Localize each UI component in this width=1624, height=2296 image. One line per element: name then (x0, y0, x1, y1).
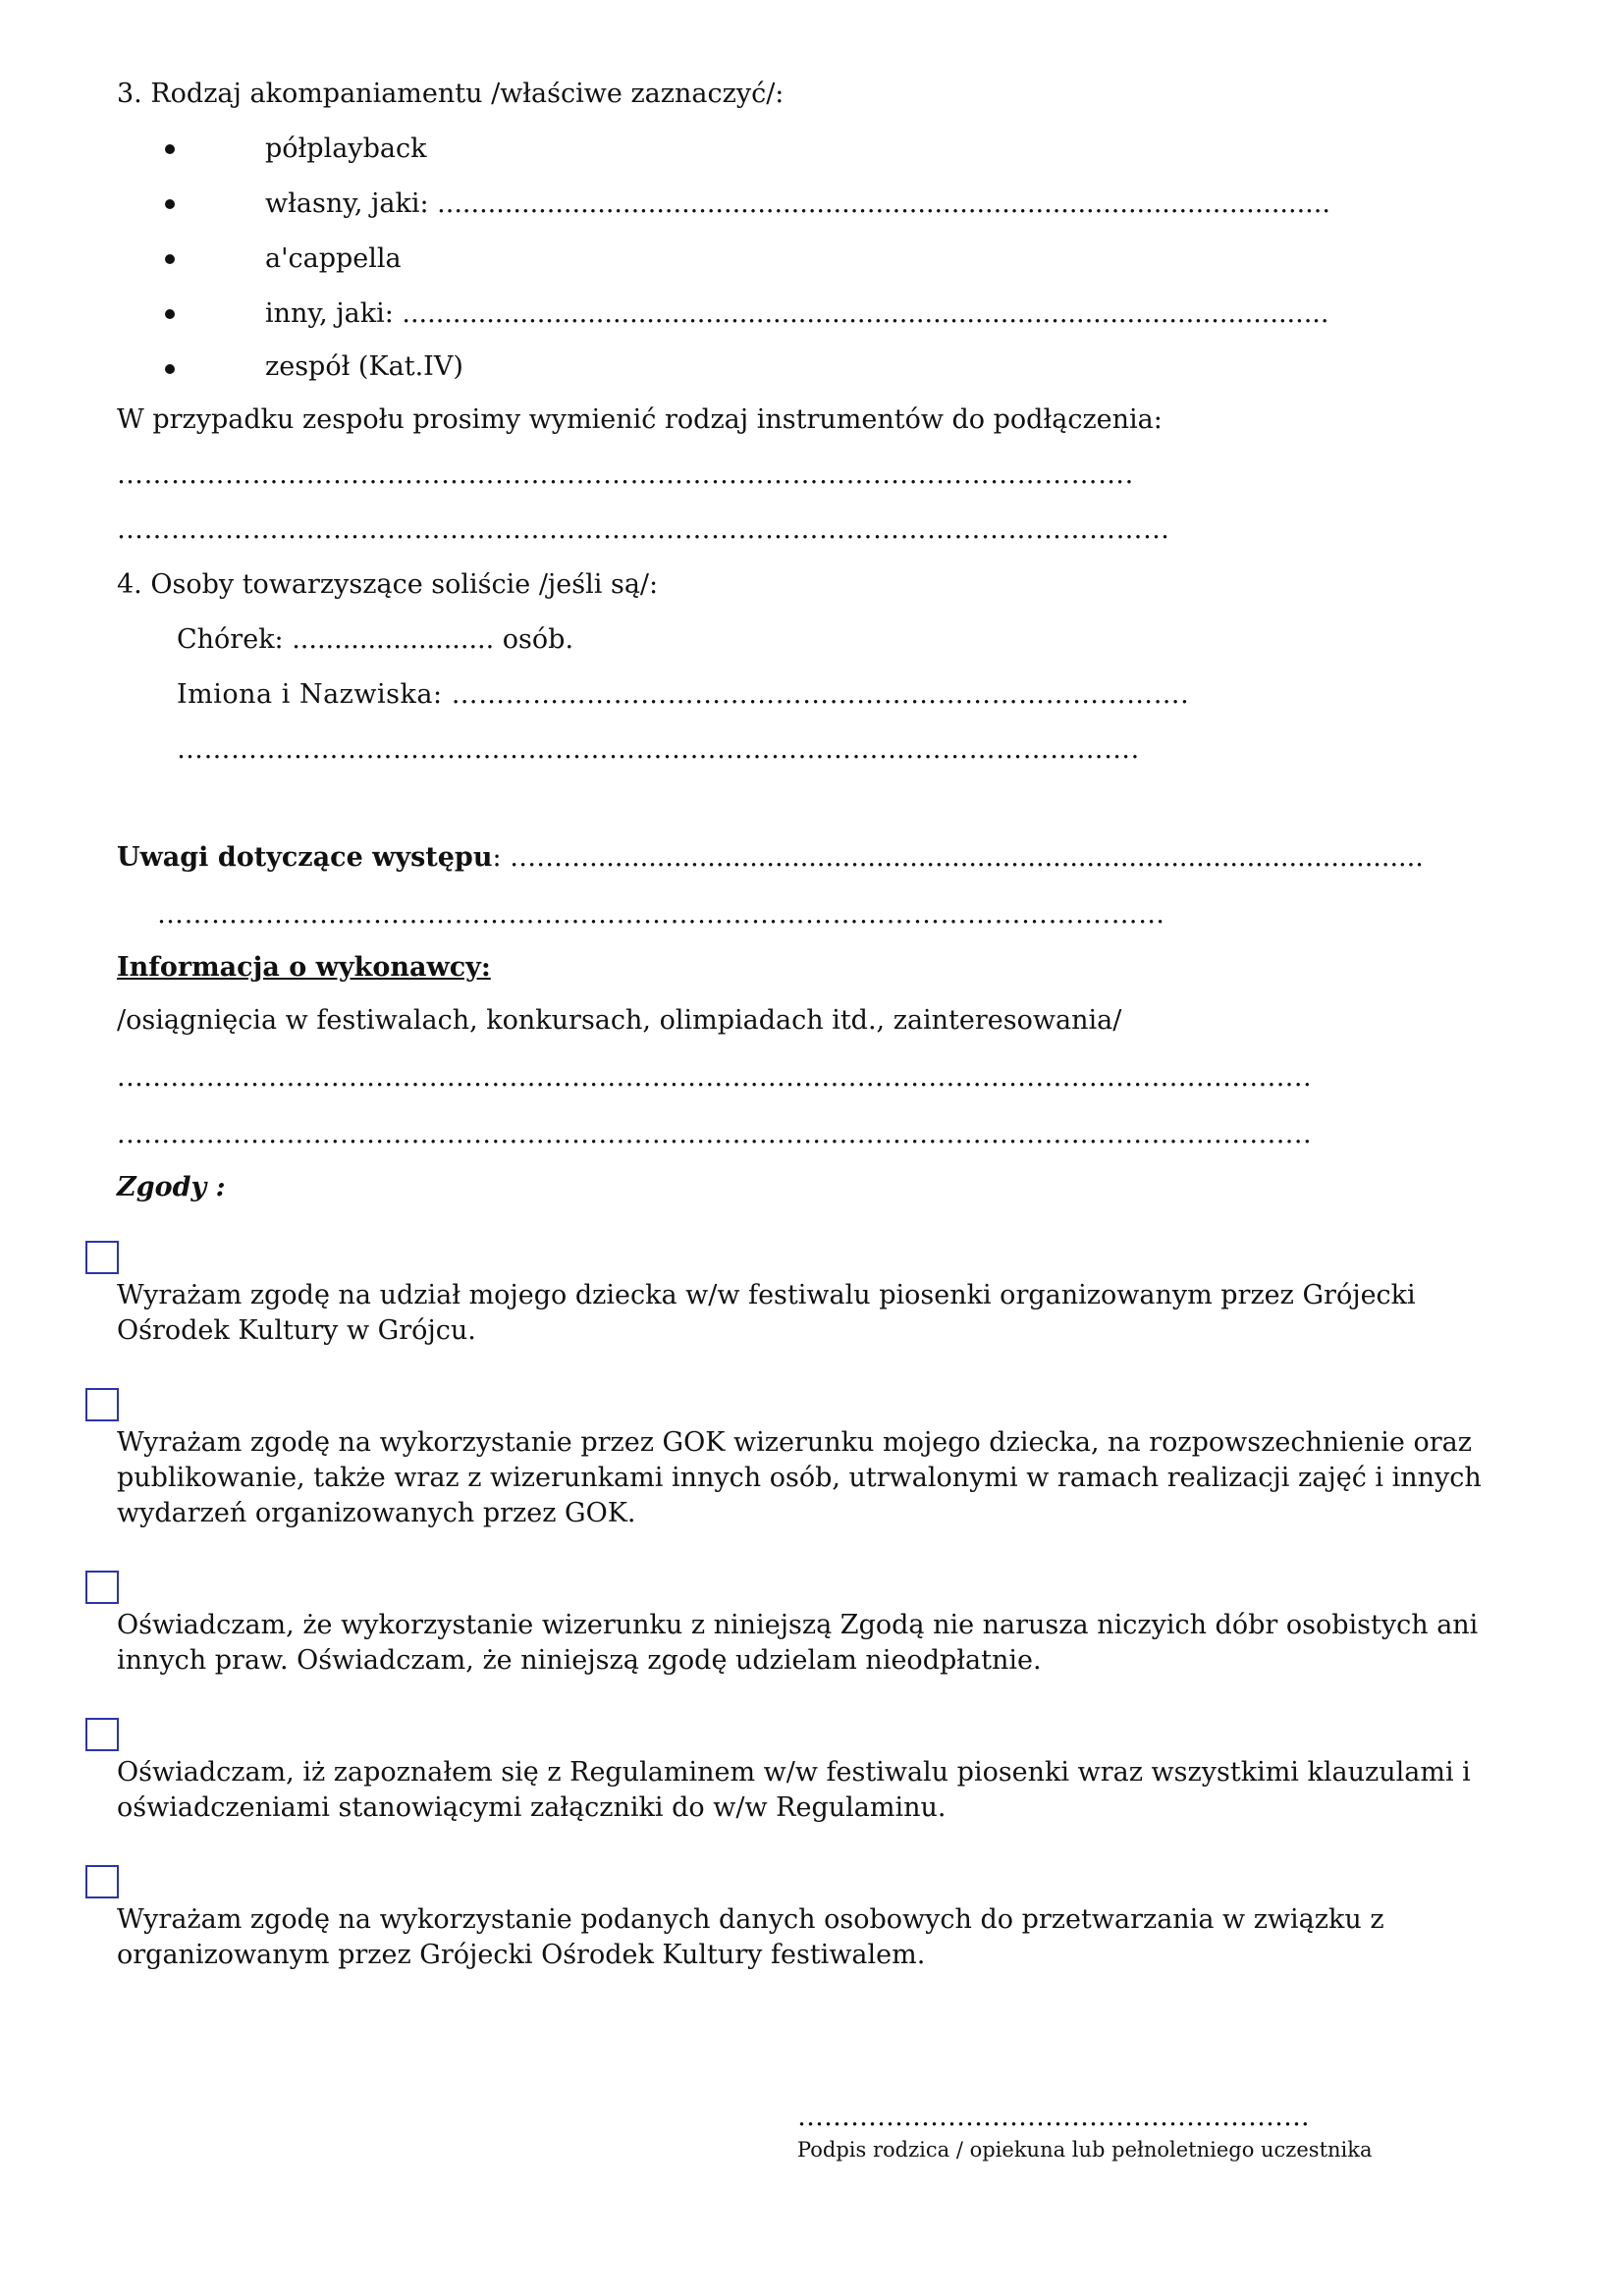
consent-text-data: Wyrażam zgodę na wykorzystanie podanych danych osobowych do przetwarzania w związku z organizowanym przez Grójecki Ośrodek Kultury festiwalem. (117, 1904, 1384, 1970)
section4-heading: 4. Osoby towarzyszące soliście /jeśli są/: (117, 569, 659, 600)
option-other: inny, jaki: .............................................................................................................. (265, 298, 1329, 329)
bullet-icon (165, 254, 175, 264)
bullet-icon (165, 309, 175, 319)
consents-label: Zgody : (117, 1172, 226, 1202)
consent-text-image: Wyrażam zgodę na wykorzystanie przez GOK wizerunku mojego dziecka, na rozpowszechnienie oraz publikowanie, także wraz z wizerunkami innych osób, utrwalonymi w ramach realizacji zajęć i innych wydarzeń organizowanych przez GOK. (117, 1427, 1482, 1528)
performer-info-line-2[interactable]: ...................................................................................................................................... (117, 1119, 1313, 1149)
remarks-line-2[interactable]: …………………………………………………………………………………………….…… (157, 899, 1165, 930)
remarks-row (117, 840, 1424, 876)
instruments-prompt: W przypadku zespołu prosimy wymienić rodzaj instrumentów do podłączenia: (117, 404, 1163, 435)
consent-text-regulations: Oświadczam, iż zapoznałem się z Regulaminem w/w festiwalu piosenki wraz wszystkimi klauzulami i oświadczeniami stanowiącymi załączniki do w/w Regulaminu. (117, 1757, 1471, 1823)
consent-checkbox-participation[interactable] (85, 1241, 119, 1274)
bullet-icon (165, 199, 175, 209)
consent-checkbox-data[interactable] (85, 1865, 119, 1898)
performer-info-label: Informacja o wykonawcy: (117, 952, 491, 983)
remarks-label: Uwagi dotyczące występu (117, 842, 493, 873)
instruments-line-2[interactable]: ……………………………………………………………………………………………………… (117, 514, 1170, 545)
option-own: własny, jaki: .......................................................................................................... (265, 188, 1330, 219)
consent-checkbox-image[interactable] (85, 1388, 119, 1421)
remarks-line-1[interactable]: : ………................................................................................................... (492, 842, 1424, 873)
consent-text-rights: Oświadczam, że wykorzystanie wizerunku z niniejszą Zgodą nie narusza niczyich dóbr osobistych ani innych praw. Oświadczam, że niniejszą zgodę udzielam nieodpłatnie. (117, 1610, 1479, 1676)
companion-names-field[interactable]: Imiona i Nazwiska: ………………………………………………………………………. (177, 679, 1190, 710)
section3-heading: 3. Rodzaj akompaniamentu /właściwe zaznaczyć/: (117, 79, 785, 109)
signature-line[interactable]: …………………………………………………. (797, 2102, 1310, 2132)
option-band: zespół (Kat.IV) (265, 351, 463, 382)
consent-checkbox-rights[interactable] (85, 1571, 119, 1604)
performer-info-line-1[interactable]: ...................................................................................................................................... (117, 1062, 1313, 1093)
bullet-icon (165, 144, 175, 154)
signature-label: Podpis rodzica / opiekuna lub pełnoletniego uczestnika (797, 2138, 1373, 2162)
instruments-line-1[interactable]: ………………………………………………………………………….………………………. (117, 459, 1134, 490)
consent-checkbox-regulations[interactable] (85, 1718, 119, 1751)
option-acappella: a'cappella (265, 243, 402, 274)
performer-info-hint: /osiągnięcia w festiwalach, konkursach, olimpiadach itd., zainteresowania/ (117, 1005, 1122, 1036)
bullet-icon (165, 364, 175, 374)
consent-text-participation: Wyrażam zgodę na udział mojego dziecka w/w festiwalu piosenki organizowanym przez Grójecki Ośrodek Kultury w Grójcu. (117, 1280, 1416, 1346)
companion-names-cont[interactable]: ……………………………………………………………………….……………………. (177, 734, 1140, 765)
option-halfplayback: półplayback (265, 133, 427, 164)
choir-count-field[interactable]: Chórek: ........................ osób. (177, 624, 574, 655)
